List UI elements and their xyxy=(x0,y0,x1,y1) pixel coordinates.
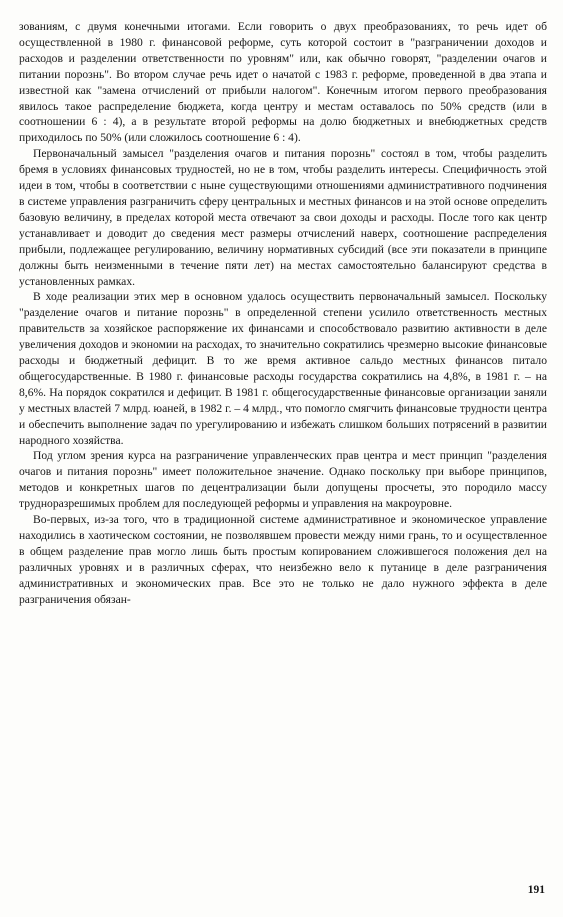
paragraph-4: Под углом зрения курса на разграничение управленческих прав центра и мест принцип "разделения очагов и питания порознь" имеет положительное значение. Однако поскольку при выборе принципов, методов и конкретных шагов по децентрализации были допущены просчеты, это породило массу трудноразрешимых проблем для последующей реформы и управления на макроуровне. xyxy=(19,449,547,511)
body-text xyxy=(19,19,547,608)
paragraph-2: Первоначальный замысел "разделения очагов и питания порознь" состоял в том, чтобы разделить бремя в условиях финансовых трудностей, но не в том, чтобы разделить интересы. Специфичность этой идеи в том, чтобы в соответствии с ныне существующими отношениями административного подчинения в системе управления разграничить сферу центральных и местных финансов и на этой основе определить базовую величину, в пределах которой места отвечают за свои доходы и расходы. После того как центр устанавливает и доводит до сведения мест размеры отчислений наверх, соотношение распределения прибыли, подлежащее регулированию, величину нормативных субсидий (все эти показатели в принципе должны быть неизменными в течение пяти лет) на местах самостоятельно балансируют средства в установленных рамках. xyxy=(19,147,547,288)
paragraph-1: зованиям, с двумя конечными итогами. Если говорить о двух преобразованиях, то речь идет об осуществленной в 1980 г. финансовой реформе, суть которой состоит в "разграничении доходов и расходов и разделении ответственности по уровням" или, как обычно говорят, "разделении очагов и питании порознь". Во втором случае речь идет о начатой с 1983 г. реформе, проведенной в два этапа и известной как "замена отчислений от прибыли налогом". Конечным итогом первого преобразования явилось такое распределение бюджета, когда центру и местам оставалось по 50% средств (или в соотношении 6 : 4), а в результате второй реформы на долю бюджетных и внебюджетных средств приходилось по 50% (или сложилось соотношение 6 : 4). xyxy=(19,20,547,145)
paragraph-3: В ходе реализации этих мер в основном удалось осуществить первоначальный замысел. Поскольку "разделение очагов и питание порознь" в определенной степени усилило ответственность местных правительств за хозяйское распоряжение их финансами и способствовало развитию активности в деле увеличения доходов и экономии на расходах, то значительно сократились чрезмерно высокие финансовые расходы и бюджетный дефицит. В то же время активное сальдо местных финансов питало общегосударственные. В 1980 г. финансовые расходы государства сократились на 4,8%, в 1981 г. – на 8,6%. На порядок сократился и дефицит. В 1981 г. общегосударственные финансовые организации заняли у местных властей 7 млрд. юаней, в 1982 г. – 4 млрд., что помогло смягчить финансовые трудности центра и обеспечить выполнение задач по урегулированию и избежать слишком больших потрясений в развитии народного хозяйства. xyxy=(19,290,547,447)
page-number: 191 xyxy=(527,884,545,896)
paragraph-5: Во-первых, из-за того, что в традиционной системе административное и экономическое управление находились в хаотическом состоянии, не позволявшем провести между ними грань, то и осуществленное в общем разделение прав могло лишь быть простым копированием сложившегося положения дел на различных уровнях и в различных сферах, что неизбежно вело к путанице в деле разграничения административных и экономических прав. Все это не только не дало нужного эффекта в деле разграничения обязан- xyxy=(19,513,547,606)
